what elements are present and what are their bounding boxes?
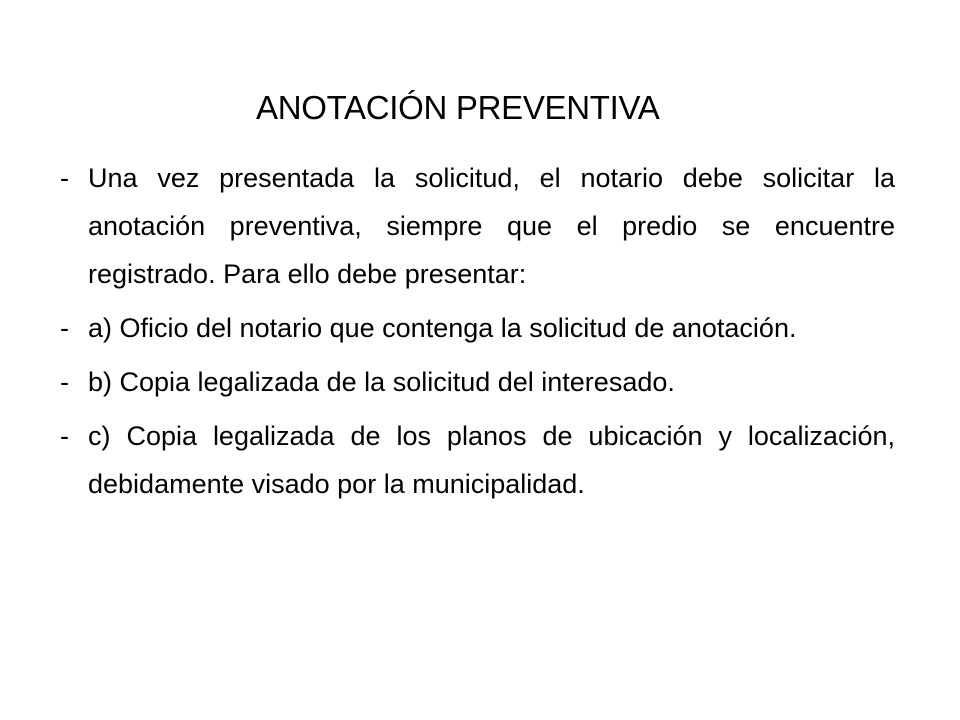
list-item (60, 304, 895, 352)
bullet-dash: - (60, 313, 69, 343)
list-item-text: b) Copia legalizada de la solicitud del interesado. (88, 367, 675, 397)
list-item-text: c) Copia legalizada de los planos de ubicación y localización, debidamente visado por la municipalidad. (88, 421, 895, 499)
bullet-dash: - (60, 163, 69, 193)
bullet-list (60, 154, 895, 514)
bullet-dash: - (60, 367, 69, 397)
list-item-text: a) Oficio del notario que contenga la solicitud de anotación. (88, 313, 797, 343)
list-item-text: Una vez presentada la solicitud, el notario debe solicitar la anotación preventiva, siempre que el predio se encuentre registrado. Para ello debe presentar: (88, 163, 895, 289)
list-item (60, 358, 895, 406)
list-item (60, 154, 895, 298)
list-item (60, 412, 895, 508)
slide-title: ANOTACIÓN PREVENTIVA (256, 89, 660, 126)
bullet-dash: - (60, 421, 69, 451)
